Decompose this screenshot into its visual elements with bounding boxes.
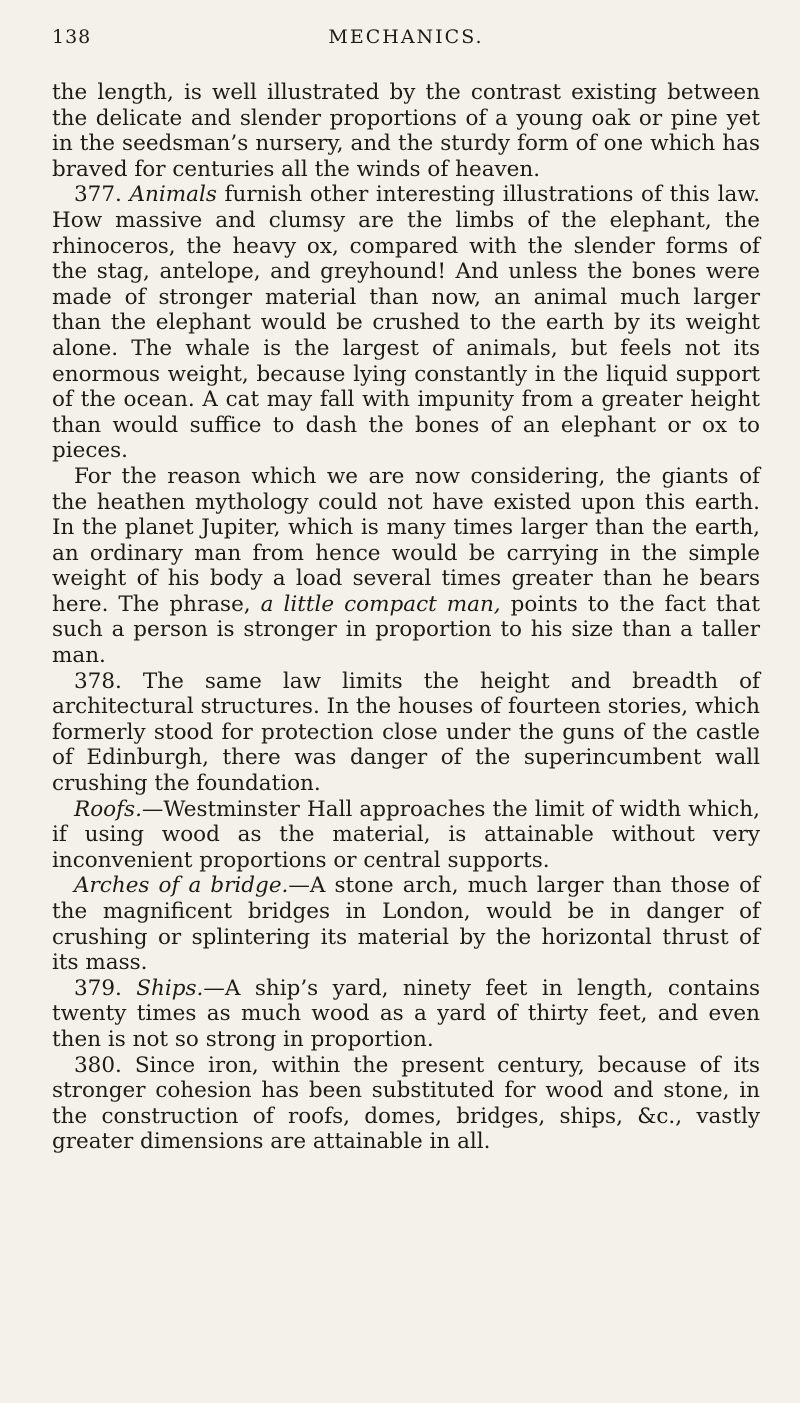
section-lead: Roofs.	[74, 796, 142, 822]
paragraph-arches	[52, 873, 760, 975]
paragraph-text: —A stone arch, much larger than those of the magnificent bridges in London, would be in danger of crushing or splintering its material by the horizontal thrust of its mass.	[52, 873, 760, 976]
paragraph-text: furnish other interesting illustrations of this law. How massive and clumsy are the limbs of the elephant, the rhinoceros, the heavy ox, compared with the slender forms of the stag, antelope, and greyhound! And unless the bones were made of stronger material than now, an animal much larger than the elephant would be crushed to the earth by its weight alone. The whale is the largest of animals, but feels not its enormous weight, because lying constantly in the liquid support of the ocean. A cat may fall with impunity from a greater height than would suffice to dash the bones of an elephant or ox to pieces.	[52, 182, 760, 464]
paragraph-377-continued	[52, 464, 760, 669]
section-lead: Arches of a bridge.	[74, 873, 289, 899]
paragraph-379	[52, 976, 760, 1053]
paragraph-text: Since iron, within the present century, because of its stronger cohesion has been substituted for wood and stone, in the construction of roofs, domes, bridges, ships, &c., vastly greater dimensions are attainable in all.	[52, 1052, 760, 1155]
section-number: 378.	[74, 668, 122, 694]
book-page	[52, 0, 760, 1403]
section-number: 377.	[74, 182, 122, 208]
paragraph-text: For the reason which we are now considering, the giants of the heathen mythology could not have existed upon this earth. In the planet Jupiter, which is many times larger than the earth, an ordinary man from hence would be carrying in the simple weight of his body a load several times greater than he bears here. The phrase,	[52, 463, 760, 617]
paragraph-continuation	[52, 80, 760, 182]
paragraph-377	[52, 182, 760, 464]
paragraph-text: —A ship’s yard, ninety feet in length, contains twenty times as much wood as a yard of thirty feet, and even then is not so strong in proportion.	[52, 975, 760, 1052]
paragraph-text: The same law limits the height and breadth of architectural structures. In the houses of fourteen stories, which formerly stood for protection close under the guns of the castle of Edinburgh, there was danger of the superincumbent wall crushing the foundation.	[52, 668, 760, 797]
paragraph-378	[52, 669, 760, 797]
running-head	[52, 26, 760, 80]
section-lead: Ships.	[136, 975, 204, 1001]
paragraph-roofs	[52, 797, 760, 874]
paragraph-text: points to the fact that such a person is stronger in proportion to his size than a taller man.	[52, 591, 760, 669]
page-number: 138	[52, 26, 92, 48]
section-number: 379.	[74, 975, 122, 1001]
section-lead: Animals	[129, 182, 217, 208]
paragraph-text: —Westminster Hall approaches the limit of width which, if using wood as the material, is attainable without very inconvenient proportions or central supports.	[52, 796, 760, 873]
running-title: MECHANICS.	[328, 26, 484, 48]
body-text	[52, 80, 760, 1155]
italic-phrase: a little compact man,	[260, 591, 501, 617]
paragraph-380	[52, 1053, 760, 1155]
paragraph-text: the length, is well illustrated by the contrast existing between the delicate and slender proportions of a young oak or pine yet in the seedsman’s nursery, and the sturdy form of one which has braved for centuries all the winds of heaven.	[52, 80, 760, 182]
section-number: 380.	[74, 1052, 122, 1078]
